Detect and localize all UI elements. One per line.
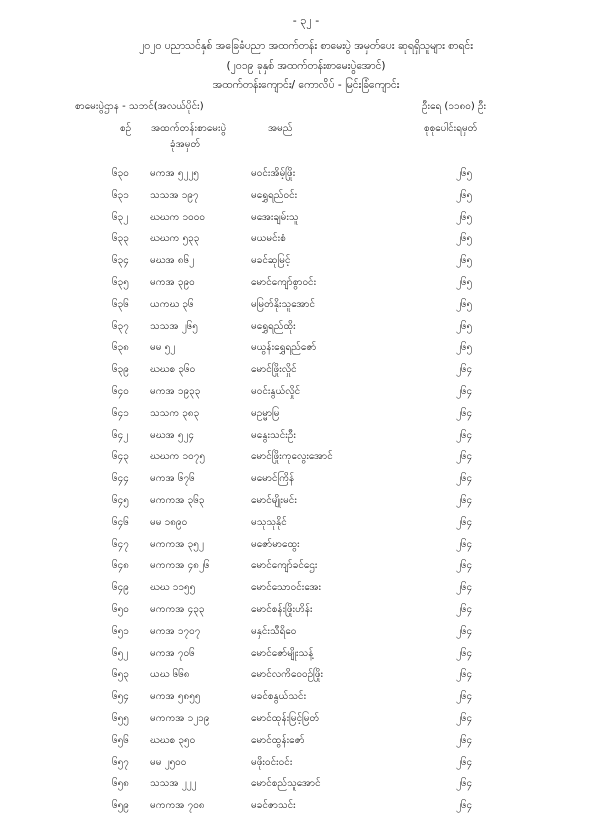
table-row xyxy=(0,624,612,646)
serial-cell: ၆၅၅ xyxy=(112,712,129,724)
roll-number-cell: ဃဃစ ၃၅၀ xyxy=(150,734,196,746)
roll-number-cell: သသအ ၂၂၂ xyxy=(150,778,197,790)
roll-number-cell: မကအ ၁၉၃၃ xyxy=(150,385,201,397)
table-row xyxy=(0,537,612,559)
roll-number-cell: မကအ ၇၀၆ xyxy=(150,647,195,659)
serial-cell: ၆၅၁ xyxy=(112,625,129,637)
serial-cell: ၆၃၅ xyxy=(112,276,129,288)
column-header-total-marks: စုစုပေါင်းရမှတ် xyxy=(424,123,478,134)
table-row xyxy=(0,711,612,733)
marks-cell: ၂၆၄ xyxy=(456,778,473,790)
serial-cell: ၆၄၅ xyxy=(112,494,129,506)
name-cell: မခင်ဆုမြင့် xyxy=(251,255,291,267)
marks-cell: ၂၆၄ xyxy=(456,669,473,681)
marks-cell: ၂၆၄ xyxy=(456,473,473,485)
serial-cell: ၆၄၄ xyxy=(112,473,129,485)
document-subtitle: (၂၀၁၉ ခုနှစ် အထက်တန်းစာမေးပွဲအောင်) xyxy=(226,60,386,72)
table-row xyxy=(0,558,612,580)
name-cell: မောင်လကိဝေဝဉ်ဖြိုး xyxy=(251,669,324,681)
roll-number-cell: ဃဃ ၁၁၅၅ xyxy=(150,582,196,594)
district-line: အထက်တန်းကျောင်း/ ကောလိပ် - မြင်းခြံကျောင်း xyxy=(212,79,400,91)
marks-cell: ၂၆၅ xyxy=(456,298,473,310)
table-row xyxy=(0,231,612,253)
page-number: - ၃၂ - xyxy=(292,14,320,27)
marks-cell: ၂၆၄ xyxy=(456,756,473,768)
name-cell: မောင်ဇော်မျိုးသန့် xyxy=(251,647,314,659)
name-cell: မမြတ်နိုးသူအောင် xyxy=(251,298,316,310)
serial-cell: ၆၅၈ xyxy=(112,778,129,790)
marks-cell: ၂၆၄ xyxy=(456,712,473,724)
table-row xyxy=(0,297,612,319)
name-cell: မသုသုနိုင် xyxy=(251,516,287,528)
marks-cell: ၂၆၅ xyxy=(456,189,473,201)
column-header-roll: အထက်တန်းစာမေးပွဲ xyxy=(151,123,227,134)
name-cell: မဥမ္မာမြ xyxy=(251,407,280,419)
name-cell: မဝင်းနွယ်လှိုင် xyxy=(251,385,301,397)
serial-cell: ၆၅၄ xyxy=(112,691,129,703)
roll-number-cell: မကအ ၅၂၂၅ xyxy=(150,168,199,179)
table-row xyxy=(0,384,612,406)
marks-cell: ၂၆၅ xyxy=(456,211,473,223)
roll-number-cell: ဃဃစ ၃၆၀ xyxy=(150,364,196,376)
name-cell: မအေးချမ်းသူ xyxy=(251,211,299,223)
table-row xyxy=(0,340,612,362)
serial-cell: ၆၅၉ xyxy=(112,800,129,812)
roll-number-cell: မမ ၂၅၀၀ xyxy=(150,756,187,768)
roll-number-cell: ယကဃ ၃၆ xyxy=(150,298,194,310)
marks-cell: ၂၆၅ xyxy=(456,233,473,245)
table-row xyxy=(0,776,612,798)
roll-number-cell: ဃဃက ၅၃၃ xyxy=(150,233,200,245)
name-cell: မောင်ထွန်းဇော် xyxy=(251,734,305,746)
table-row xyxy=(0,406,612,428)
marks-cell: ၂၆၄ xyxy=(456,364,473,376)
roll-number-cell: မမ ၁၈၉၀ xyxy=(150,516,188,528)
marks-cell: ၂၆၅ xyxy=(456,342,473,354)
serial-cell: ၆၄၂ xyxy=(112,429,129,441)
table-row xyxy=(0,689,612,711)
roll-number-cell: ဃဃက ၁၀၀၀ xyxy=(150,211,205,223)
name-cell: မောင်စန်းဖြိုးဟိန်း xyxy=(251,603,313,615)
marks-cell: ၂၆၄ xyxy=(456,407,473,419)
marks-cell: ၂၆၄ xyxy=(456,451,473,463)
serial-cell: ၆၅၇ xyxy=(112,756,129,768)
serial-cell: ၆၃၇ xyxy=(112,320,129,332)
serial-cell: ၆၃၂ xyxy=(112,211,129,223)
marks-cell: ၂၆၄ xyxy=(456,691,473,703)
marks-cell: ၂၆၄ xyxy=(456,800,473,812)
table-row xyxy=(0,449,612,471)
name-cell: မဝင်းအိမ့်ဖြိုး xyxy=(251,168,296,179)
name-cell: မောင်သောဝင်းအေး xyxy=(251,582,322,594)
roll-number-cell: သသက ၃၈၃ xyxy=(150,407,200,419)
name-cell: မောင်စည်သူအောင် xyxy=(251,778,321,790)
roll-number-cell: မဃအ ၅၂၄ xyxy=(150,429,194,441)
serial-cell: ၆၄၇ xyxy=(112,538,129,550)
marks-cell: ၂၆၅ xyxy=(456,320,473,332)
roll-number-cell: မကအ ၁၇၀၇ xyxy=(150,625,201,637)
marks-cell: ၂၆၅ xyxy=(456,168,473,179)
roll-number-cell: မကကအ ၇၀၈ xyxy=(150,800,205,812)
table-row xyxy=(0,755,612,777)
roll-number-cell: မကကအ ၃၆၃ xyxy=(150,494,205,506)
serial-cell: ၆၄၉ xyxy=(112,582,129,594)
marks-cell: ၂၆၄ xyxy=(456,625,473,637)
roll-number-cell: မကအ ၆၇၆ xyxy=(150,473,195,485)
document-title: ၂၀၂၀ ပညာသင်နှစ် အခြေခံပညာ အထက်တန်း စာမေးပွဲ အမှတ်ပေး ဆုရရှိသူများ စာရင်း xyxy=(139,40,473,52)
table-row xyxy=(0,493,612,515)
name-cell: မယမင်းစံ xyxy=(251,233,286,245)
table-row xyxy=(0,471,612,493)
name-cell: မောင်ဖြိုးလှိုင် xyxy=(251,364,297,376)
serial-cell: ၆၄၁ xyxy=(112,407,129,419)
name-cell: မဇော်မာထွေး xyxy=(251,538,300,550)
serial-cell: ၆၄၃ xyxy=(112,451,129,463)
column-header-name: အမည် xyxy=(268,123,293,134)
name-cell: မရွှေရည်ထိုး xyxy=(251,320,296,332)
marks-cell: ၂၆၄ xyxy=(456,494,473,506)
marks-cell: ၂၆၄ xyxy=(456,647,473,659)
marks-cell: ၂၆၄ xyxy=(456,603,473,615)
name-cell: မောင်ကျော်စွာဝင်း xyxy=(251,276,317,288)
marks-cell: ၂၆၅ xyxy=(456,276,473,288)
table-row xyxy=(0,166,612,188)
name-cell: မောင်ကျော်ခင်ဌေး xyxy=(251,560,318,572)
name-cell: မခင်စနွယ်သင်း xyxy=(251,691,307,703)
roll-number-cell: မကကအ ၄၃၃ xyxy=(150,603,205,615)
exam-center-label: စာမေးပွဲဌာန - သဘင်(အလယ်ပိုင်း) xyxy=(75,101,204,112)
table-row xyxy=(0,253,612,275)
serial-cell: ၆၃၉ xyxy=(112,364,129,376)
name-cell: မဖိုးဝင်းဝင်း xyxy=(251,756,293,768)
table-row xyxy=(0,319,612,341)
name-cell: မနှင်းသီရိဝေ xyxy=(251,625,297,637)
serial-cell: ၆၃၀ xyxy=(112,168,129,179)
serial-cell: ၆၃၃ xyxy=(112,233,129,245)
marks-cell: ၂၆၄ xyxy=(456,516,473,528)
column-header-roll-number: ခုံအမှတ် xyxy=(170,139,201,150)
serial-cell: ၆၄၀ xyxy=(112,385,129,397)
serial-cell: ၆၃၈ xyxy=(112,342,129,354)
table-row xyxy=(0,602,612,624)
roll-number-cell: ဃဃက ၁၀၇၅ xyxy=(150,451,205,463)
name-cell: မောင်ထုန်းမြင့်မြတ် xyxy=(251,712,320,724)
marks-cell: ၂၆၄ xyxy=(456,385,473,397)
table-row xyxy=(0,580,612,602)
roll-number-cell: မကအ ၃၉၀ xyxy=(150,276,195,288)
table-row xyxy=(0,275,612,297)
roll-number-cell: သသအ ၂၆၅ xyxy=(150,320,198,332)
marks-cell: ၂၆၄ xyxy=(456,429,473,441)
serial-cell: ၆၅၀ xyxy=(112,603,129,615)
table-row xyxy=(0,210,612,232)
name-cell: မမောင်ကြိန် xyxy=(251,473,295,485)
marks-cell: ၂၆၄ xyxy=(456,582,473,594)
marks-cell: ၂၆၄ xyxy=(456,538,473,550)
serial-cell: ၆၅၆ xyxy=(112,734,129,746)
name-cell: မခင်ဇာသင်း xyxy=(251,800,296,812)
serial-cell: ၆၅၃ xyxy=(112,669,129,681)
table-row xyxy=(0,798,612,820)
name-cell: မောင်ဖြိုးကုလွေးအောင် xyxy=(251,451,333,463)
name-cell: မောင်မျိုးမင်း xyxy=(251,494,297,506)
marks-cell: ၂၆၄ xyxy=(456,560,473,572)
roll-number-cell: မကကအ ၃၅၂ xyxy=(150,538,204,550)
roll-number-cell: မကကအ ၄၈၂၆ xyxy=(150,560,210,572)
table-row xyxy=(0,667,612,689)
name-cell: မရွှေရည်ဝင်း xyxy=(251,189,298,201)
table-row xyxy=(0,428,612,450)
serial-cell: ၆၅၂ xyxy=(112,647,129,659)
roll-number-cell: မမ ၅၂ xyxy=(150,342,176,354)
name-cell: မနွေးသင်းဦး xyxy=(251,429,296,441)
name-cell: မယွန်းရွှေရည်ဇော် xyxy=(251,342,317,354)
results-table xyxy=(0,166,612,820)
roll-number-cell: ယဃ ၆၆၈ xyxy=(150,669,190,681)
roll-number-cell: မကကအ ၁၂၁၉ xyxy=(150,712,210,724)
marks-cell: ၂၆၄ xyxy=(456,734,473,746)
column-header-serial: စဉ် xyxy=(120,123,132,134)
serial-cell: ၆၃၄ xyxy=(112,255,129,267)
serial-cell: ၆၃၆ xyxy=(112,298,129,310)
table-row xyxy=(0,515,612,537)
table-row xyxy=(0,733,612,755)
roll-number-cell: သသအ ၁၉၇ xyxy=(150,189,199,201)
table-row xyxy=(0,646,612,668)
marks-cell: ၂၆၅ xyxy=(456,255,473,267)
serial-cell: ၆၄၆ xyxy=(112,516,129,528)
roll-number-cell: မဃအ ၈၆၂ xyxy=(150,255,195,267)
serial-cell: ၆၄၈ xyxy=(112,560,129,572)
table-row xyxy=(0,362,612,384)
candidate-count-label: ဦးရေ (၁၁၈၀) ဦး xyxy=(422,101,487,112)
roll-number-cell: မကအ ၅၈၅၅ xyxy=(150,691,201,703)
serial-cell: ၆၃၁ xyxy=(112,189,129,201)
table-row xyxy=(0,188,612,210)
